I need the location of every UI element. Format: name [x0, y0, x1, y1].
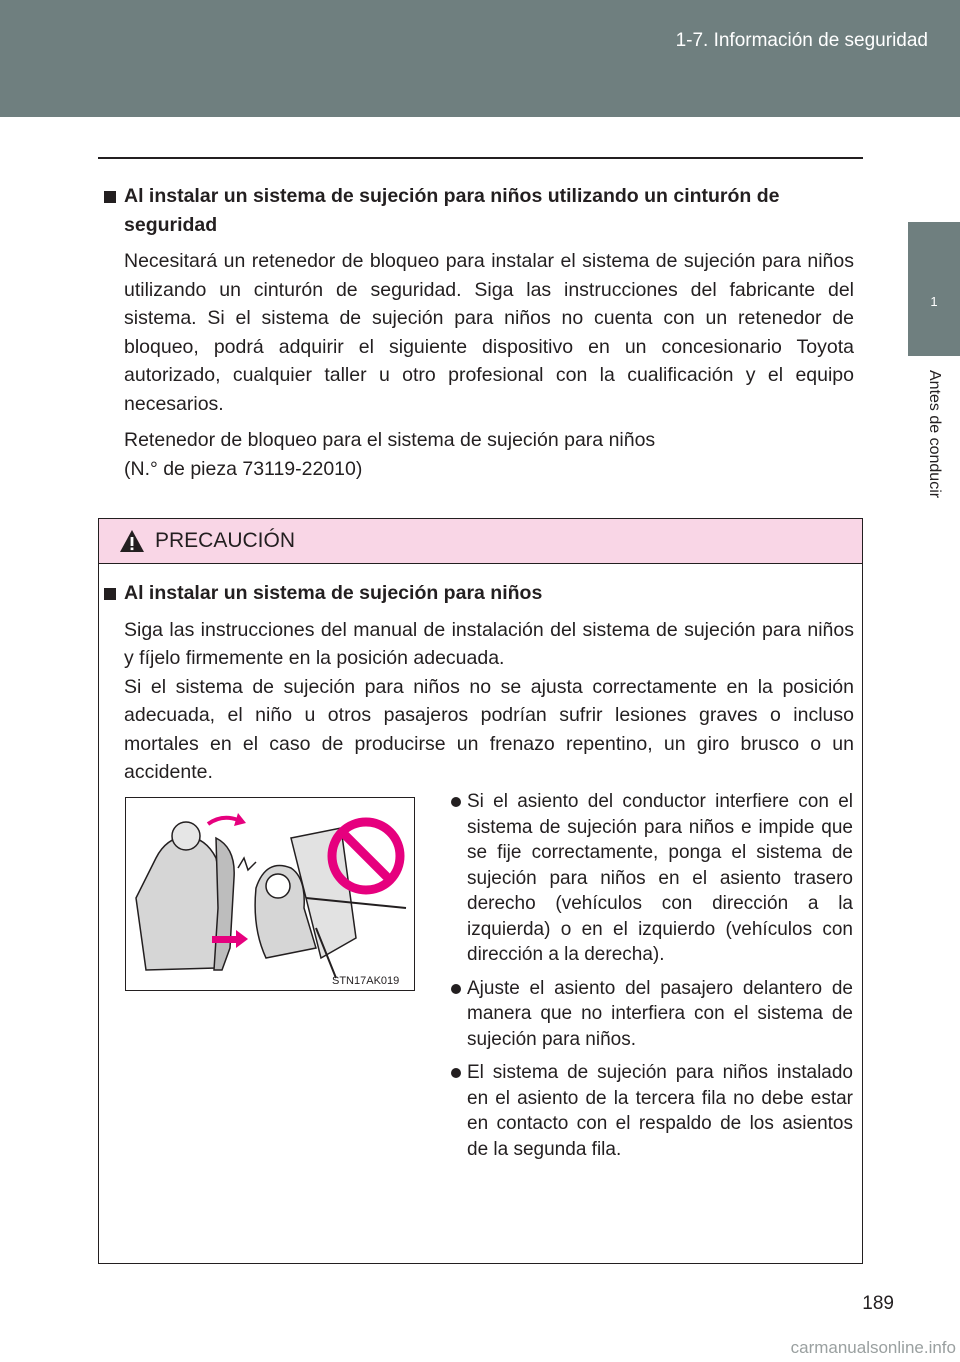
square-bullet-icon	[104, 191, 116, 203]
figure-code: STN17AK019	[332, 975, 400, 987]
list-item	[451, 789, 853, 968]
page-number: 189	[862, 1293, 894, 1314]
bullet-text: Ajuste el asiento del pasajero delantero de manera que no interfiera con el sistema de sujeción para niños.	[467, 977, 853, 1050]
caution-box	[98, 518, 863, 1264]
part-line-1: Retenedor de bloqueo para el sistema de sujeción para niños	[124, 429, 656, 451]
chapter-tab	[908, 358, 960, 558]
part-line-2: (N.° de pieza 73119-22010)	[124, 457, 363, 480]
caution-body-2: Si el sistema de sujeción para niños no se ajusta correctamente en la posición adecuada, el niño u otros pasajeros podrían sufrir lesiones graves o incluso mortales en el caso de producirse un frenazo repentino, un giro brusco o un accidente.	[124, 675, 854, 783]
header-bar	[0, 0, 960, 117]
caution-body	[124, 616, 854, 787]
child-seat-interference-illustration	[126, 798, 414, 990]
watermark: carmanualsonline.info	[790, 1338, 956, 1357]
divider	[98, 157, 863, 159]
section-title: 1-7. Información de seguridad	[675, 30, 928, 51]
caution-content	[104, 579, 854, 787]
list-item	[451, 1060, 853, 1162]
main-section	[104, 182, 854, 483]
chapter-tab-number: 1	[908, 222, 960, 356]
bullet-dot-icon	[451, 1068, 461, 1078]
caution-title: PRECAUCIÓN	[155, 529, 296, 552]
section-heading-text: Al instalar un sistema de sujeción para niños utilizando un cinturón de seguridad	[124, 185, 780, 236]
warning-triangle-icon	[119, 529, 145, 553]
caution-header	[99, 519, 862, 564]
caution-heading-text: Al instalar un sistema de sujeción para niños	[124, 582, 543, 604]
bullet-dot-icon	[451, 984, 461, 994]
list-item	[451, 976, 853, 1053]
bullet-dot-icon	[451, 797, 461, 807]
part-info	[124, 426, 854, 483]
section-heading	[104, 182, 854, 239]
chapter-tab-title: Antes de conducir	[926, 370, 943, 499]
caution-bullets	[451, 789, 853, 1170]
bullet-text: El sistema de sujeción para niños instalado en el asiento de la tercera fila no debe estar en contacto con el respaldo de los asientos de la segunda fila.	[467, 1062, 853, 1160]
main-paragraph: Necesitará un retenedor de bloqueo para instalar el sistema de sujeción para niños utilizando un cinturón de seguridad. Siga las instrucciones del fabricante del sistema. Si el sistema de sujeción para niños no cuenta con un retenedor de bloqueo, podrá adquirir el siguiente dispositivo en un concesionario Toyota autorizado, cualquier taller u otro profesional con la cualificación y el equipo necesarios.	[124, 250, 854, 415]
illustration	[125, 797, 415, 991]
caution-body-1: Siga las instrucciones del manual de instalación del sistema de sujeción para niños y fíjelo firmemente en la posición adecuada.	[124, 618, 854, 669]
caution-heading	[104, 579, 854, 608]
bullet-text: Si el asiento del conductor interfiere con el sistema de sujeción para niños e impide que se fije correctamente, ponga el sistema de sujeción para niños en el asiento trasero derecho (vehículos con dirección a la izquierda) o en el izquierdo (vehículos con dirección a la derecha).	[467, 791, 853, 965]
square-bullet-icon	[104, 588, 116, 600]
